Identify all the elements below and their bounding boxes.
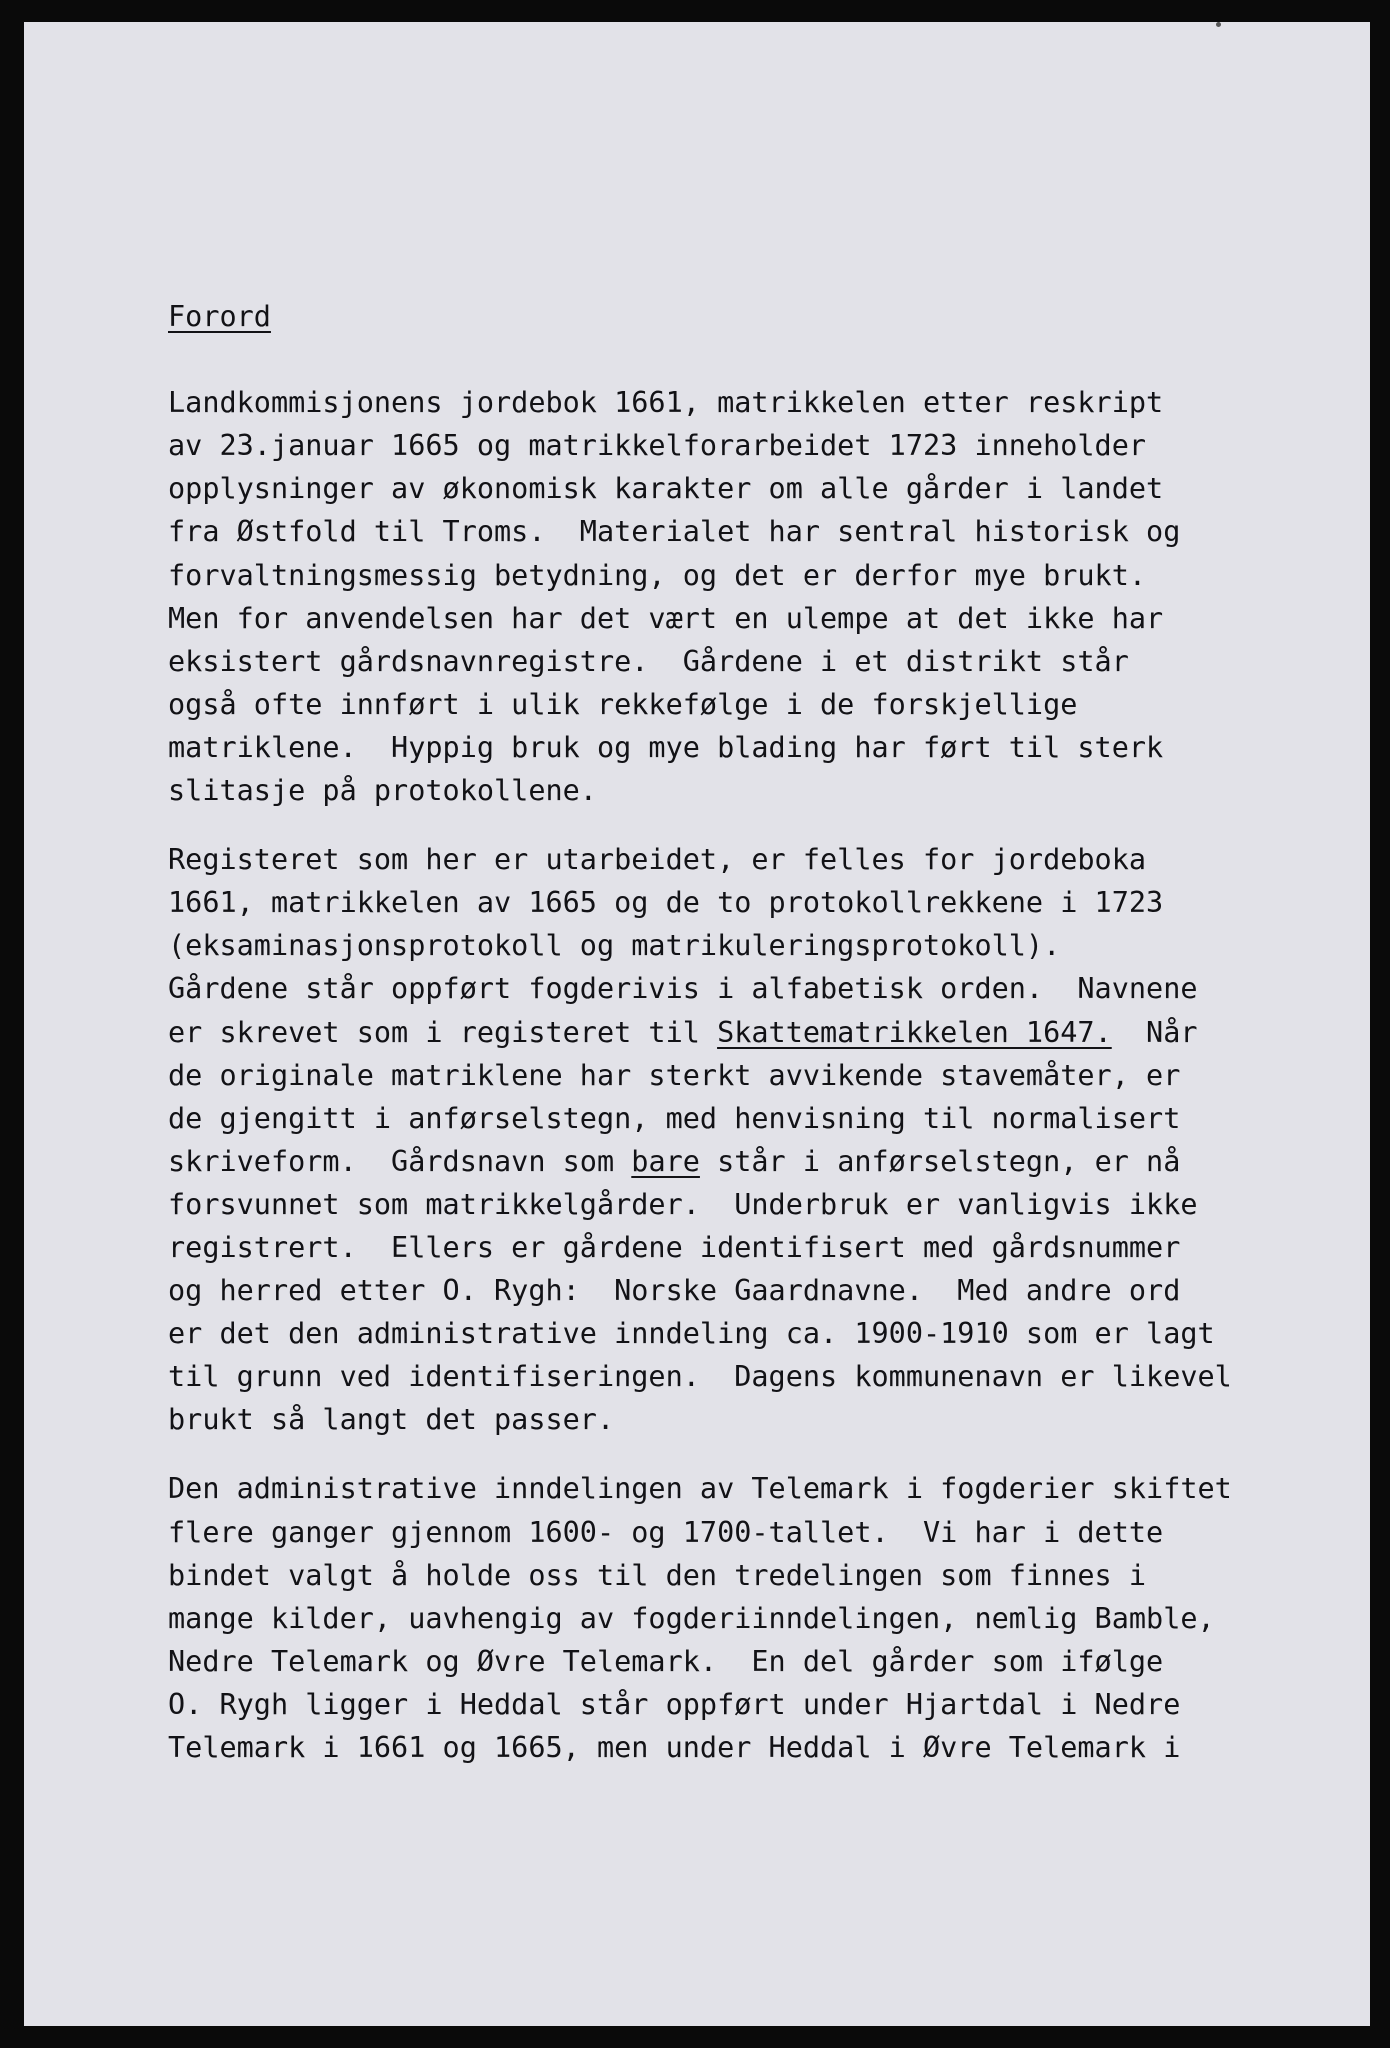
text-line: de gjengitt i anførselstegn, med henvisning til normalisert xyxy=(168,1101,1181,1135)
text-line: slitasje på protokollene. xyxy=(168,774,597,808)
text-line: til grunn ved identifiseringen. Dagens kommunenavn er likevel xyxy=(168,1360,1232,1394)
text-line: Men for anvendelsen har det vært en ulempe at det ikke har xyxy=(168,601,1164,635)
text-line: også ofte innført i ulik rekkefølge i de forskjellige xyxy=(168,687,1078,721)
text-line: registrert. Ellers er gårdene identifisert med gårdsnummer xyxy=(168,1230,1181,1264)
text-segment: skriveform. Gårdsnavn som xyxy=(168,1144,632,1178)
text-line: forsvunnet som matrikkelgårder. Underbruk er vanligvis ikke xyxy=(168,1187,1198,1221)
text-line: matriklene. Hyppig bruk og mye blading har ført til sterk xyxy=(168,730,1164,764)
text-line: er det den administrative inndeling ca. 1900-1910 som er lagt xyxy=(168,1317,1215,1351)
heading-forord: Forord xyxy=(168,300,271,333)
underlined-emphasis: bare xyxy=(631,1144,700,1178)
text-line: forvaltningsmessig betydning, og det er derfor mye brukt. xyxy=(168,558,1147,592)
paragraph-1 xyxy=(168,381,1268,812)
text-line: Telemark i 1661 og 1665, men under Heddal i Øvre Telemark i xyxy=(168,1731,1181,1764)
text-line: Nedre Telemark og Øvre Telemark. En del gårder som ifølge xyxy=(168,1644,1164,1678)
text-line: bindet valgt å holde oss til den tredelingen som finnes i xyxy=(168,1558,1147,1592)
text-line: Den administrative inndelingen av Telemark i fogderier skiftet xyxy=(168,1472,1232,1506)
text-line: Landkommisjonens jordebok 1661, matrikkelen etter reskript xyxy=(168,386,1164,420)
text-segment: står i anførselstegn, er nå xyxy=(699,1144,1181,1178)
text-line: eksistert gårdsnavnregistre. Gårdene i et distrikt står xyxy=(168,644,1129,678)
text-line: og herred etter O. Rygh: Norske Gaardnavne. Med andre ord xyxy=(168,1274,1181,1308)
paragraph-2 xyxy=(168,838,1268,1441)
text-line: Registeret som her er utarbeidet, er felles for jordeboka xyxy=(168,843,1147,877)
text-line: flere ganger gjennom 1600- og 1700-tallet. Vi har i dette xyxy=(168,1515,1164,1549)
document-body xyxy=(168,295,1268,1769)
underlined-reference: Skattematrikkelen 1647. xyxy=(717,1015,1112,1049)
text-line-skattematrikkel xyxy=(168,1011,1268,1054)
text-segment: er skrevet som i registeret til xyxy=(168,1015,718,1049)
text-line-bare xyxy=(168,1140,1268,1183)
text-segment: Når xyxy=(1111,1015,1198,1049)
text-line: Gårdene står oppført fogderivis i alfabetisk orden. Navnene xyxy=(168,972,1198,1006)
text-line: de originale matriklene har sterkt avvikende stavemåter, er xyxy=(168,1058,1181,1092)
text-line: O. Rygh ligger i Heddal står oppført under Hjartdal i Nedre xyxy=(168,1687,1181,1721)
text-line: fra Østfold til Troms. Materialet har sentral historisk og xyxy=(168,515,1181,549)
speck-mark xyxy=(1216,22,1221,27)
text-line: mange kilder, uavhengig av fogderiinndelingen, nemlig Bamble, xyxy=(168,1601,1215,1635)
text-line: brukt så langt det passer. xyxy=(168,1403,615,1437)
text-line: opplysninger av økonomisk karakter om alle gårder i landet xyxy=(168,472,1164,506)
text-line: av 23.januar 1665 og matrikkelforarbeidet 1723 inneholder xyxy=(168,429,1147,463)
text-line: 1661, matrikkelen av 1665 og de to protokollrekkene i 1723 xyxy=(168,886,1164,920)
paragraph-3 xyxy=(168,1467,1268,1769)
text-line: (eksaminasjonsprotokoll og matrikuleringsprotokoll). xyxy=(168,929,1061,963)
